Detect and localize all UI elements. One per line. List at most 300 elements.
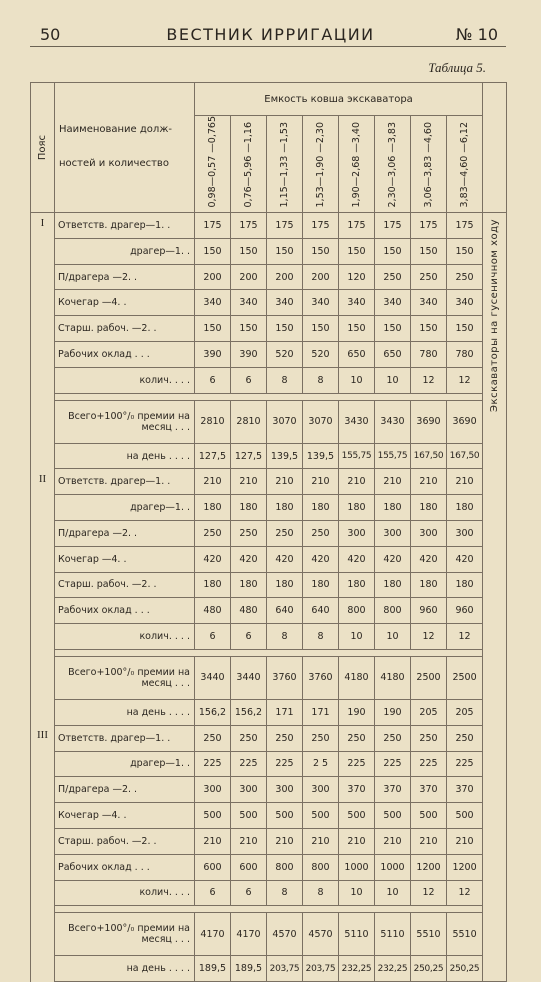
table-row bbox=[31, 521, 507, 547]
value-cell: 210 bbox=[303, 469, 339, 495]
header-rule bbox=[30, 46, 506, 47]
value-cell: 210 bbox=[303, 828, 339, 854]
zone-label bbox=[31, 751, 55, 777]
value-cell: 340 bbox=[303, 290, 339, 316]
value-cell: 139,5 bbox=[267, 443, 303, 469]
value-cell: 390 bbox=[231, 342, 267, 368]
value-cell: 200 bbox=[267, 264, 303, 290]
position-label: колич. . . . bbox=[55, 367, 195, 393]
column-header-zone: Пояс bbox=[31, 83, 55, 213]
range-header-1: 0,98—0,57 —0,765 bbox=[195, 116, 231, 213]
position-label: Старш. рабоч. —2. . bbox=[55, 572, 195, 598]
value-cell: 155,75 bbox=[375, 443, 411, 469]
value-cell: 2 5 bbox=[303, 751, 339, 777]
value-cell: 420 bbox=[231, 546, 267, 572]
value-cell: 420 bbox=[195, 546, 231, 572]
zone-label bbox=[31, 264, 55, 290]
table-row bbox=[31, 880, 507, 906]
value-cell: 420 bbox=[267, 546, 303, 572]
value-cell: 150 bbox=[411, 238, 447, 264]
value-cell: 225 bbox=[411, 751, 447, 777]
value-cell: 225 bbox=[447, 751, 483, 777]
value-cell: 150 bbox=[375, 238, 411, 264]
value-cell: 8 bbox=[303, 367, 339, 393]
value-cell: 250 bbox=[195, 521, 231, 547]
value-cell: 480 bbox=[231, 598, 267, 624]
range-header-3: 1,15—1,33 —1,53 bbox=[267, 116, 303, 213]
position-label: Кочегар —4. . bbox=[55, 803, 195, 829]
table-row bbox=[31, 469, 507, 495]
value-cell: 1000 bbox=[339, 854, 375, 880]
position-label: П/драгера —2. . bbox=[55, 264, 195, 290]
zone-label bbox=[31, 913, 55, 956]
value-cell: 156,2 bbox=[231, 699, 267, 725]
value-cell: 1200 bbox=[447, 854, 483, 880]
value-cell: 300 bbox=[267, 777, 303, 803]
zone-label bbox=[31, 342, 55, 368]
value-cell: 640 bbox=[267, 598, 303, 624]
zone-label bbox=[31, 828, 55, 854]
value-cell: 171 bbox=[267, 699, 303, 725]
value-cell: 960 bbox=[411, 598, 447, 624]
value-cell: 3440 bbox=[231, 656, 267, 699]
value-cell: 2810 bbox=[231, 400, 267, 443]
page-number: 50 bbox=[40, 25, 61, 44]
table-row bbox=[31, 777, 507, 803]
value-cell: 800 bbox=[375, 598, 411, 624]
table-row bbox=[31, 264, 507, 290]
value-cell: 180 bbox=[267, 572, 303, 598]
section-gap bbox=[31, 906, 507, 913]
total-row bbox=[31, 656, 507, 699]
range-header-7: 3,06—3,83 —4,60 bbox=[411, 116, 447, 213]
value-cell: 250 bbox=[375, 725, 411, 751]
zone-label bbox=[31, 316, 55, 342]
zone-label bbox=[31, 400, 55, 443]
zone-label bbox=[31, 290, 55, 316]
value-cell: 2810 bbox=[195, 400, 231, 443]
value-cell: 250 bbox=[447, 725, 483, 751]
per-day-row bbox=[31, 699, 507, 725]
position-label: Кочегар —4. . bbox=[55, 546, 195, 572]
value-cell: 390 bbox=[195, 342, 231, 368]
value-cell: 3690 bbox=[411, 400, 447, 443]
value-cell: 189,5 bbox=[231, 956, 267, 982]
zone-label: II bbox=[31, 469, 55, 495]
value-cell: 180 bbox=[375, 572, 411, 598]
zone-label bbox=[31, 495, 55, 521]
value-cell: 150 bbox=[303, 316, 339, 342]
zone-label bbox=[31, 624, 55, 650]
column-header-capacity: Емкость ковша экскаватора bbox=[195, 83, 483, 116]
table-row bbox=[31, 290, 507, 316]
zone-label bbox=[31, 521, 55, 547]
range-header-4: 1,53—1,90 —2,30 bbox=[303, 116, 339, 213]
value-cell: 6 bbox=[195, 367, 231, 393]
value-cell: 2500 bbox=[447, 656, 483, 699]
value-cell: 250 bbox=[195, 725, 231, 751]
position-label: Ответств. драгер—1. . bbox=[55, 212, 195, 238]
value-cell: 210 bbox=[231, 469, 267, 495]
value-cell: 3760 bbox=[267, 656, 303, 699]
value-cell: 250 bbox=[447, 264, 483, 290]
value-cell: 150 bbox=[303, 238, 339, 264]
value-cell: 520 bbox=[267, 342, 303, 368]
section-gap bbox=[31, 393, 507, 400]
value-cell: 250 bbox=[267, 521, 303, 547]
value-cell: 300 bbox=[303, 777, 339, 803]
value-cell: 150 bbox=[375, 316, 411, 342]
value-cell: 180 bbox=[339, 495, 375, 521]
value-cell: 175 bbox=[195, 212, 231, 238]
value-cell: 8 bbox=[303, 880, 339, 906]
value-cell: 1000 bbox=[375, 854, 411, 880]
value-cell: 480 bbox=[195, 598, 231, 624]
table-row bbox=[31, 572, 507, 598]
value-cell: 6 bbox=[231, 880, 267, 906]
value-cell: 300 bbox=[231, 777, 267, 803]
position-label: Старш. рабоч. —2. . bbox=[55, 316, 195, 342]
value-cell: 250 bbox=[267, 725, 303, 751]
journal-title: ВЕСТНИК ИРРИГАЦИИ bbox=[166, 25, 375, 44]
value-cell: 180 bbox=[303, 572, 339, 598]
table-row bbox=[31, 238, 507, 264]
zone-label bbox=[31, 598, 55, 624]
value-cell: 420 bbox=[339, 546, 375, 572]
position-label: на день . . . . bbox=[55, 443, 195, 469]
value-cell: 420 bbox=[447, 546, 483, 572]
value-cell: 210 bbox=[375, 828, 411, 854]
position-label: Рабочих оклад . . . bbox=[55, 342, 195, 368]
value-cell: 12 bbox=[447, 367, 483, 393]
value-cell: 205 bbox=[447, 699, 483, 725]
value-cell: 300 bbox=[375, 521, 411, 547]
value-cell: 5110 bbox=[375, 913, 411, 956]
zone-label bbox=[31, 699, 55, 725]
value-cell: 340 bbox=[231, 290, 267, 316]
value-cell: 150 bbox=[339, 238, 375, 264]
value-cell: 10 bbox=[339, 367, 375, 393]
range-header-6: 2,30—3,06 —3,83 bbox=[375, 116, 411, 213]
value-cell: 650 bbox=[339, 342, 375, 368]
value-cell: 250 bbox=[375, 264, 411, 290]
value-cell: 4170 bbox=[195, 913, 231, 956]
value-cell: 370 bbox=[411, 777, 447, 803]
position-label: Рабочих оклад . . . bbox=[55, 854, 195, 880]
zone-label: I bbox=[31, 212, 55, 238]
value-cell: 6 bbox=[195, 880, 231, 906]
position-label: Старш. рабоч. —2. . bbox=[55, 828, 195, 854]
value-cell: 4180 bbox=[339, 656, 375, 699]
value-cell: 150 bbox=[267, 316, 303, 342]
value-cell: 780 bbox=[411, 342, 447, 368]
total-row bbox=[31, 913, 507, 956]
table-row bbox=[31, 751, 507, 777]
value-cell: 3430 bbox=[375, 400, 411, 443]
range-header-8: 3,83—4,60 —6,12 bbox=[447, 116, 483, 213]
value-cell: 250 bbox=[303, 521, 339, 547]
zone-label bbox=[31, 656, 55, 699]
value-cell: 203,75 bbox=[267, 956, 303, 982]
zone-label bbox=[31, 777, 55, 803]
value-cell: 180 bbox=[267, 495, 303, 521]
value-cell: 250 bbox=[231, 521, 267, 547]
value-cell: 127,5 bbox=[231, 443, 267, 469]
value-cell: 370 bbox=[447, 777, 483, 803]
value-cell: 340 bbox=[447, 290, 483, 316]
value-cell: 250,25 bbox=[411, 956, 447, 982]
table-row bbox=[31, 367, 507, 393]
value-cell: 150 bbox=[195, 238, 231, 264]
table-row bbox=[31, 546, 507, 572]
value-cell: 175 bbox=[375, 212, 411, 238]
zone-label bbox=[31, 238, 55, 264]
value-cell: 370 bbox=[339, 777, 375, 803]
value-cell: 155,75 bbox=[339, 443, 375, 469]
value-cell: 200 bbox=[195, 264, 231, 290]
value-cell: 175 bbox=[303, 212, 339, 238]
column-header-position: Наименование долж- ностей и количество bbox=[55, 83, 195, 213]
value-cell: 8 bbox=[267, 367, 303, 393]
value-cell: 8 bbox=[267, 880, 303, 906]
value-cell: 4570 bbox=[267, 913, 303, 956]
value-cell: 150 bbox=[195, 316, 231, 342]
value-cell: 210 bbox=[195, 469, 231, 495]
value-cell: 780 bbox=[447, 342, 483, 368]
position-label: Всего+100°/₀ премии на месяц . . . bbox=[55, 656, 195, 699]
value-cell: 300 bbox=[339, 521, 375, 547]
value-cell: 500 bbox=[267, 803, 303, 829]
value-cell: 210 bbox=[267, 828, 303, 854]
zone-label bbox=[31, 367, 55, 393]
value-cell: 250 bbox=[339, 725, 375, 751]
value-cell: 139,5 bbox=[303, 443, 339, 469]
value-cell: 180 bbox=[411, 495, 447, 521]
value-cell: 8 bbox=[303, 624, 339, 650]
value-cell: 4570 bbox=[303, 913, 339, 956]
value-cell: 3690 bbox=[447, 400, 483, 443]
value-cell: 800 bbox=[303, 854, 339, 880]
value-cell: 250 bbox=[411, 725, 447, 751]
value-cell: 150 bbox=[411, 316, 447, 342]
value-cell: 5510 bbox=[411, 913, 447, 956]
value-cell: 600 bbox=[231, 854, 267, 880]
value-cell: 300 bbox=[195, 777, 231, 803]
value-cell: 175 bbox=[267, 212, 303, 238]
zone-label bbox=[31, 443, 55, 469]
value-cell: 8 bbox=[267, 624, 303, 650]
value-cell: 500 bbox=[195, 803, 231, 829]
value-cell: 150 bbox=[447, 316, 483, 342]
value-cell: 225 bbox=[339, 751, 375, 777]
value-cell: 10 bbox=[375, 880, 411, 906]
value-cell: 800 bbox=[267, 854, 303, 880]
zone-label bbox=[31, 854, 55, 880]
value-cell: 150 bbox=[231, 238, 267, 264]
table-row bbox=[31, 316, 507, 342]
section-gap bbox=[31, 649, 507, 656]
value-cell: 167,50 bbox=[447, 443, 483, 469]
value-cell: 203,75 bbox=[303, 956, 339, 982]
value-cell: 225 bbox=[231, 751, 267, 777]
value-cell: 420 bbox=[303, 546, 339, 572]
value-cell: 500 bbox=[411, 803, 447, 829]
value-cell: 5510 bbox=[447, 913, 483, 956]
value-cell: 340 bbox=[339, 290, 375, 316]
position-label: Ответств. драгер—1. . bbox=[55, 469, 195, 495]
per-day-row bbox=[31, 956, 507, 982]
position-label: драгер—1. . bbox=[55, 495, 195, 521]
value-cell: 4180 bbox=[375, 656, 411, 699]
value-cell: 171 bbox=[303, 699, 339, 725]
value-cell: 3440 bbox=[195, 656, 231, 699]
position-label: на день . . . . bbox=[55, 699, 195, 725]
value-cell: 210 bbox=[339, 469, 375, 495]
value-cell: 6 bbox=[231, 367, 267, 393]
value-cell: 500 bbox=[339, 803, 375, 829]
value-cell: 250,25 bbox=[447, 956, 483, 982]
value-cell: 300 bbox=[411, 521, 447, 547]
value-cell: 200 bbox=[231, 264, 267, 290]
value-cell: 175 bbox=[339, 212, 375, 238]
table-row bbox=[31, 854, 507, 880]
value-cell: 210 bbox=[231, 828, 267, 854]
zone-label bbox=[31, 956, 55, 982]
value-cell: 2500 bbox=[411, 656, 447, 699]
value-cell: 3070 bbox=[303, 400, 339, 443]
value-cell: 200 bbox=[303, 264, 339, 290]
value-cell: 189,5 bbox=[195, 956, 231, 982]
position-label: П/драгера —2. . bbox=[55, 777, 195, 803]
table-row bbox=[31, 212, 507, 238]
value-cell: 190 bbox=[339, 699, 375, 725]
value-cell: 120 bbox=[339, 264, 375, 290]
value-cell: 250 bbox=[411, 264, 447, 290]
table-row bbox=[31, 624, 507, 650]
value-cell: 150 bbox=[447, 238, 483, 264]
zone-label: III bbox=[31, 725, 55, 751]
value-cell: 500 bbox=[447, 803, 483, 829]
side-header-blank bbox=[483, 83, 507, 213]
value-cell: 420 bbox=[375, 546, 411, 572]
value-cell: 300 bbox=[447, 521, 483, 547]
value-cell: 180 bbox=[231, 572, 267, 598]
value-cell: 520 bbox=[303, 342, 339, 368]
value-cell: 180 bbox=[375, 495, 411, 521]
table-row bbox=[31, 725, 507, 751]
value-cell: 10 bbox=[375, 624, 411, 650]
value-cell: 800 bbox=[339, 598, 375, 624]
value-cell: 175 bbox=[447, 212, 483, 238]
position-label: драгер—1. . bbox=[55, 238, 195, 264]
table-row bbox=[31, 828, 507, 854]
table-row bbox=[31, 598, 507, 624]
value-cell: 180 bbox=[411, 572, 447, 598]
position-label: колич. . . . bbox=[55, 880, 195, 906]
zone-label bbox=[31, 546, 55, 572]
value-cell: 12 bbox=[447, 880, 483, 906]
running-header bbox=[0, 22, 541, 48]
wage-table bbox=[30, 82, 507, 982]
value-cell: 1200 bbox=[411, 854, 447, 880]
table-row bbox=[31, 495, 507, 521]
value-cell: 4170 bbox=[231, 913, 267, 956]
position-label: Ответств. драгер—1. . bbox=[55, 725, 195, 751]
value-cell: 640 bbox=[303, 598, 339, 624]
zone-label bbox=[31, 803, 55, 829]
value-cell: 232,25 bbox=[375, 956, 411, 982]
value-cell: 180 bbox=[195, 572, 231, 598]
value-cell: 150 bbox=[231, 316, 267, 342]
value-cell: 340 bbox=[375, 290, 411, 316]
value-cell: 210 bbox=[267, 469, 303, 495]
position-label: П/драгера —2. . bbox=[55, 521, 195, 547]
value-cell: 180 bbox=[339, 572, 375, 598]
value-cell: 250 bbox=[231, 725, 267, 751]
value-cell: 340 bbox=[267, 290, 303, 316]
value-cell: 210 bbox=[339, 828, 375, 854]
value-cell: 340 bbox=[411, 290, 447, 316]
value-cell: 250 bbox=[303, 725, 339, 751]
value-cell: 5110 bbox=[339, 913, 375, 956]
value-cell: 210 bbox=[447, 828, 483, 854]
value-cell: 10 bbox=[339, 624, 375, 650]
value-cell: 12 bbox=[411, 624, 447, 650]
value-cell: 190 bbox=[375, 699, 411, 725]
value-cell: 10 bbox=[375, 367, 411, 393]
value-cell: 340 bbox=[195, 290, 231, 316]
value-cell: 3430 bbox=[339, 400, 375, 443]
zone-label bbox=[31, 880, 55, 906]
value-cell: 225 bbox=[375, 751, 411, 777]
side-note: Экскаваторы на гусеничном ходу bbox=[483, 212, 507, 982]
position-label: колич. . . . bbox=[55, 624, 195, 650]
position-label: на день . . . . bbox=[55, 956, 195, 982]
value-cell: 500 bbox=[303, 803, 339, 829]
value-cell: 960 bbox=[447, 598, 483, 624]
value-cell: 210 bbox=[447, 469, 483, 495]
value-cell: 180 bbox=[447, 495, 483, 521]
value-cell: 6 bbox=[231, 624, 267, 650]
value-cell: 10 bbox=[339, 880, 375, 906]
zone-label bbox=[31, 572, 55, 598]
value-cell: 232,25 bbox=[339, 956, 375, 982]
value-cell: 180 bbox=[447, 572, 483, 598]
position-label: Рабочих оклад . . . bbox=[55, 598, 195, 624]
value-cell: 180 bbox=[303, 495, 339, 521]
value-cell: 500 bbox=[375, 803, 411, 829]
range-header-2: 0,76—5,96 —1,16 bbox=[231, 116, 267, 213]
position-label: Всего+100°/₀ премии на месяц . . . bbox=[55, 913, 195, 956]
value-cell: 127,5 bbox=[195, 443, 231, 469]
value-cell: 225 bbox=[267, 751, 303, 777]
value-cell: 600 bbox=[195, 854, 231, 880]
range-header-5: 1,90—2,68 —3,40 bbox=[339, 116, 375, 213]
position-label: драгер—1. . bbox=[55, 751, 195, 777]
value-cell: 205 bbox=[411, 699, 447, 725]
value-cell: 225 bbox=[195, 751, 231, 777]
value-cell: 210 bbox=[195, 828, 231, 854]
value-cell: 12 bbox=[447, 624, 483, 650]
total-row bbox=[31, 400, 507, 443]
value-cell: 420 bbox=[411, 546, 447, 572]
value-cell: 167,50 bbox=[411, 443, 447, 469]
value-cell: 180 bbox=[195, 495, 231, 521]
value-cell: 180 bbox=[231, 495, 267, 521]
value-cell: 3760 bbox=[303, 656, 339, 699]
issue-number: № 10 bbox=[455, 25, 498, 44]
value-cell: 3070 bbox=[267, 400, 303, 443]
